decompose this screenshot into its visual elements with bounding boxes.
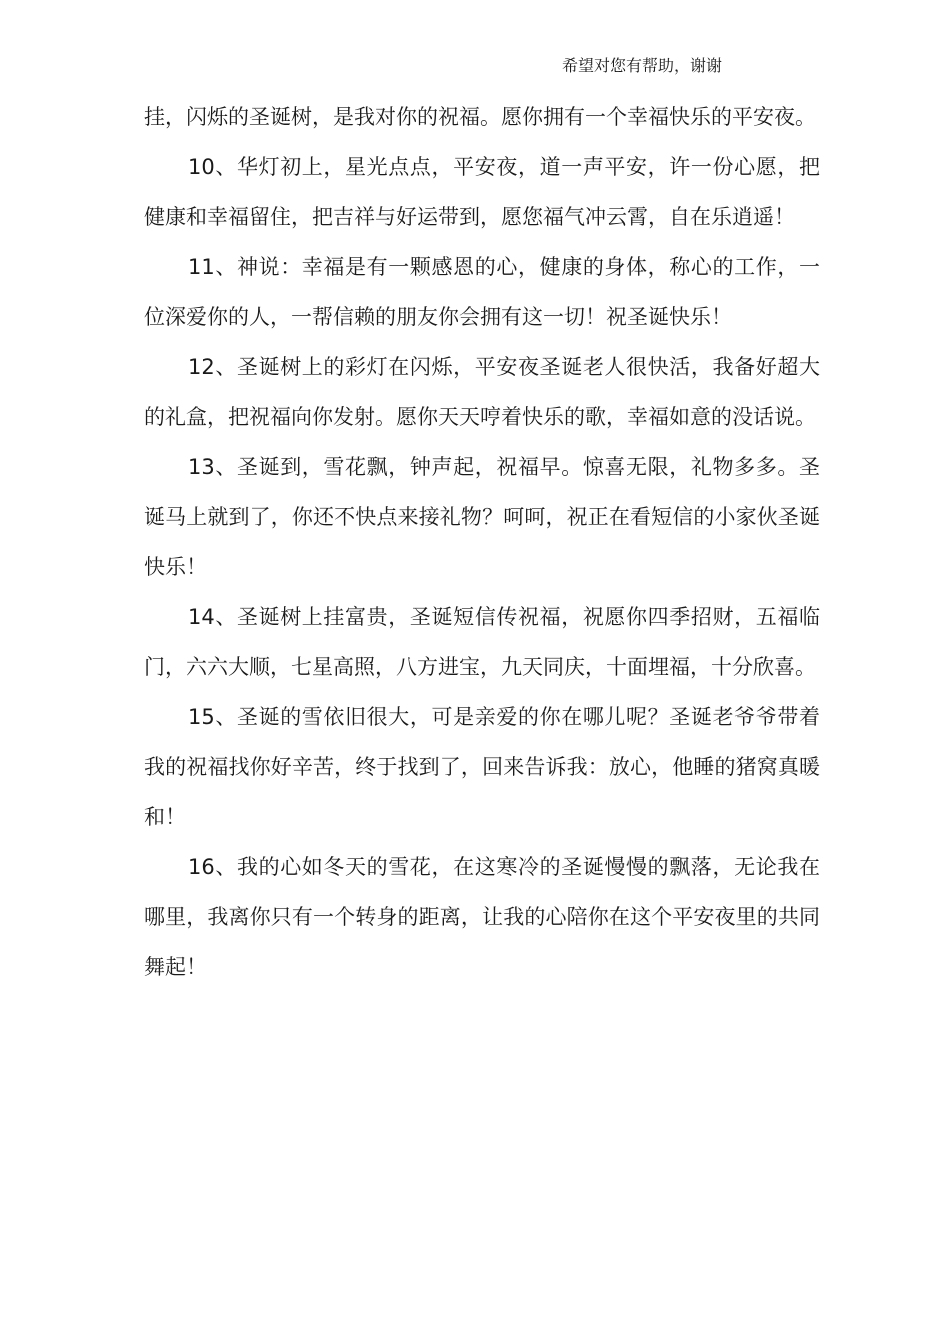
paragraph-item-11: 11、神说：幸福是有一颗感恩的心，健康的身体，称心的工作，一位深爱你的人，一帮信赖的朋友你会拥有这一切！祝圣诞快乐！ — [144, 255, 820, 329]
paragraph-item-15: 15、圣诞的雪依旧很大，可是亲爱的你在哪儿呢？圣诞老爷爷带着我的祝福找你好辛苦，终于找到了，回来告诉我：放心，他睡的猪窝真暖和！ — [144, 705, 820, 829]
paragraph-item-16: 16、我的心如冬天的雪花，在这寒冷的圣诞慢慢的飘落，无论我在哪里，我离你只有一个转身的距离，让我的心陪你在这个平安夜里的共同舞起！ — [144, 855, 820, 979]
document-body — [144, 92, 820, 992]
paragraph-item-12: 12、圣诞树上的彩灯在闪烁，平安夜圣诞老人很快活，我备好超大的礼盒，把祝福向你发射。愿你天天哼着快乐的歌，幸福如意的没话说。 — [144, 355, 820, 429]
paragraph-continuation: 挂，闪烁的圣诞树，是我对你的祝福。愿你拥有一个幸福快乐的平安夜。 — [144, 105, 816, 129]
paragraph-item-13: 13、圣诞到，雪花飘，钟声起，祝福早。惊喜无限，礼物多多。圣诞马上就到了，你还不快点来接礼物？呵呵，祝正在看短信的小家伙圣诞快乐！ — [144, 455, 820, 579]
paragraph-item-14: 14、圣诞树上挂富贵，圣诞短信传祝福，祝愿你四季招财，五福临门，六六大顺，七星高照，八方进宝，九天同庆，十面埋福，十分欣喜。 — [144, 605, 820, 679]
header-note: 希望对您有帮助，谢谢 — [562, 56, 723, 75]
paragraph-item-10: 10、华灯初上，星光点点，平安夜，道一声平安，许一份心愿，把健康和幸福留住，把吉祥与好运带到，愿您福气冲云霄，自在乐逍遥！ — [144, 155, 820, 229]
